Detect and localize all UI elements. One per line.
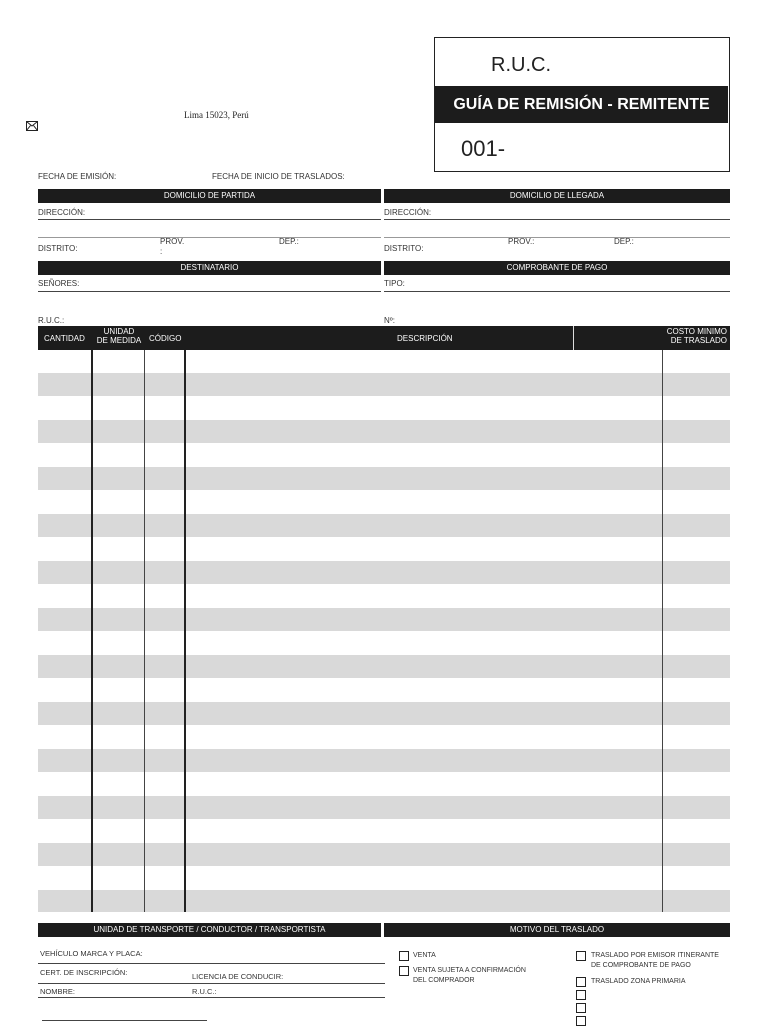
stripe (38, 796, 730, 819)
stripe (38, 467, 730, 490)
stripe (38, 561, 730, 584)
itinerante-label-2: DE COMPROBANTE DE PAGO (591, 962, 691, 969)
stripe (38, 420, 730, 443)
stripe (38, 514, 730, 537)
vehiculo-label: VEHÍCULO MARCA Y PLACA: (40, 949, 143, 958)
checkbox-extra-1[interactable] (576, 990, 586, 1000)
col-line-codigo (184, 350, 186, 912)
items-table-body (38, 350, 730, 912)
checkbox-venta-sujeta[interactable] (399, 966, 409, 976)
partida-direccion-label: DIRECCIÓN: (38, 208, 86, 217)
llegada-header: DOMICILIO DE LLEGADA (384, 189, 730, 203)
ruc-label: R.U.C. (491, 54, 551, 76)
nombre-label: NOMBRE: (40, 987, 76, 996)
signature-line (42, 1020, 207, 1021)
stripe (38, 890, 730, 912)
fecha-inicio-label: FECHA DE INICIO DE TRASLADOS: (212, 172, 345, 181)
col-unidad-2: DE MEDIDA (96, 336, 142, 345)
stripe (38, 843, 730, 866)
tipo-label: TIPO: (384, 279, 405, 288)
checkbox-venta[interactable] (399, 951, 409, 961)
col-cantidad: CANTIDAD (44, 334, 85, 343)
col-line-cantidad (91, 350, 93, 912)
numero-label: Nº: (384, 316, 395, 325)
partida-dep-label: DEP.: (279, 237, 299, 246)
destinatario-ruc-label: R.U.C.: (38, 316, 65, 325)
col-divider-costo (573, 326, 574, 350)
motivo-header: MOTIVO DEL TRASLADO (384, 923, 730, 937)
col-line-costo (662, 350, 663, 912)
partida-header: DOMICILIO DE PARTIDA (38, 189, 381, 203)
venta-sujeta-label-1: VENTA SUJETA A CONFIRMACIÓN (413, 967, 526, 974)
stripe (38, 373, 730, 396)
senores-line (38, 291, 381, 292)
partida-prov-label: PROV. (160, 237, 185, 246)
partida-direccion-line-2 (38, 237, 381, 238)
checkbox-extra-2[interactable] (576, 1003, 586, 1013)
comprobante-header: COMPROBANTE DE PAGO (384, 261, 730, 275)
col-line-unidad (144, 350, 145, 912)
col-costo-1: COSTO MINIMO (666, 327, 727, 336)
checkbox-extra-3[interactable] (576, 1016, 586, 1026)
destinatario-header: DESTINATARIO (38, 261, 381, 275)
transporte-header: UNIDAD DE TRANSPORTE / CONDUCTOR / TRANSPORTISTA (38, 923, 381, 937)
col-descripcion: DESCRIPCIÓN (397, 334, 453, 343)
stripe (38, 749, 730, 772)
itinerante-label-1: TRASLADO POR EMISOR ITINERANTE (591, 952, 719, 959)
llegada-dep-label: DEP.: (614, 237, 634, 246)
partida-distrito-label: DISTRITO: (38, 244, 78, 253)
nombre-line (38, 997, 385, 998)
stripe (38, 608, 730, 631)
vehiculo-line (38, 963, 385, 964)
llegada-distrito-label: DISTRITO: (384, 244, 424, 253)
col-codigo: CÓDIGO (149, 334, 182, 343)
partida-direccion-line (38, 219, 381, 220)
serie-number: 001- (461, 136, 506, 161)
tipo-line (384, 291, 730, 292)
ruc-box (434, 37, 730, 172)
doc-title: GUÍA DE REMISIÓN - REMITENTE (435, 86, 728, 123)
location-text: Lima 15023, Perú (184, 110, 249, 120)
cert-label: CERT. DE INSCRIPCIÓN: (40, 968, 128, 977)
llegada-direccion-label: DIRECCIÓN: (384, 208, 432, 217)
col-unidad-1: UNIDAD (103, 327, 135, 336)
venta-label: VENTA (413, 952, 436, 959)
licencia-label: LICENCIA DE CONDUCIR: (192, 972, 284, 981)
zona-primaria-label: TRASLADO ZONA PRIMARIA (591, 978, 686, 985)
envelope-icon (26, 118, 38, 128)
partida-prov-colon: : (160, 247, 163, 256)
senores-label: SEÑORES: (38, 279, 80, 288)
fecha-emision-label: FECHA DE EMISIÓN: (38, 172, 117, 181)
stripe (38, 702, 730, 725)
llegada-direccion-line (384, 219, 730, 220)
llegada-direccion-line-2 (384, 237, 730, 238)
col-costo-2: DE TRASLADO (670, 336, 727, 345)
cert-line (38, 983, 385, 984)
stripe (38, 655, 730, 678)
llegada-prov-label: PROV.: (508, 237, 535, 246)
checkbox-zona-primaria[interactable] (576, 977, 586, 987)
venta-sujeta-label-2: DEL COMPRADOR (413, 977, 475, 984)
checkbox-itinerante[interactable] (576, 951, 586, 961)
items-table-header (38, 326, 730, 350)
transporte-ruc-label: R.U.C.: (192, 987, 217, 996)
